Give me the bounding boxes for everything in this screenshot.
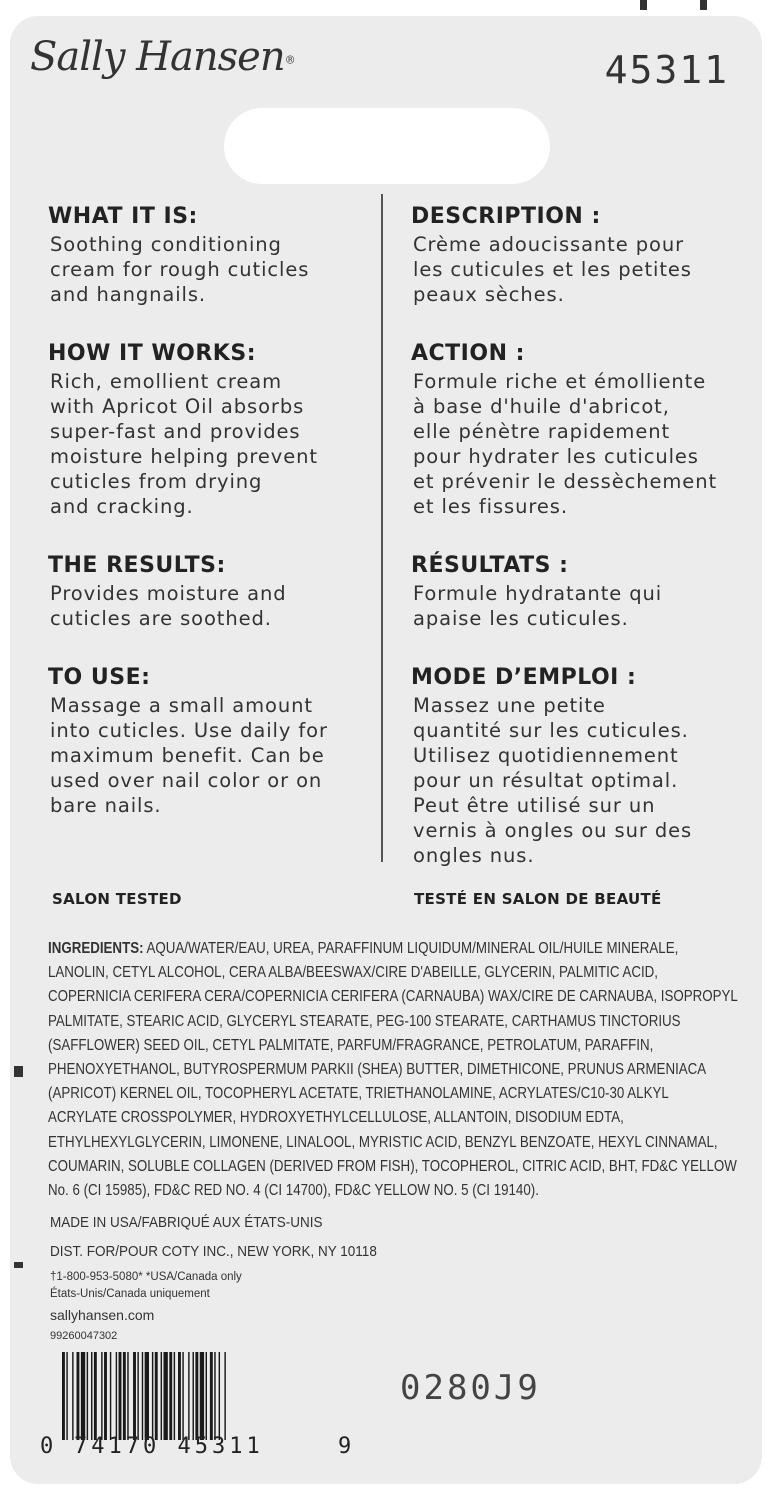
barcode-bar bbox=[127, 1352, 128, 1440]
barcode-bar bbox=[188, 1352, 189, 1440]
section-body: Formule riche et émolliente à base d'huile d'abricot, elle pénètre rapidement pour hydrater les cuticules et prévenir le dessèchement et les fissures. bbox=[413, 370, 718, 518]
section-heading: ACTION : bbox=[411, 341, 525, 366]
section-heading: RÉSULTATS : bbox=[411, 553, 569, 578]
barcode-bar bbox=[116, 1352, 117, 1440]
section-action bbox=[411, 341, 756, 519]
lot-code: 0280J9 bbox=[400, 1368, 541, 1408]
section-resultats bbox=[411, 553, 756, 631]
card-notch-left bbox=[640, 0, 647, 10]
barcode-bar bbox=[142, 1352, 143, 1440]
section-mode-emploi bbox=[411, 665, 756, 868]
barcode-bar bbox=[174, 1352, 175, 1440]
barcode-bar bbox=[206, 1352, 207, 1440]
barcode-bar bbox=[101, 1352, 102, 1440]
english-column bbox=[48, 204, 368, 842]
item-number: 99260047302 bbox=[50, 1330, 118, 1342]
barcode-bar bbox=[91, 1352, 92, 1440]
section-to-use bbox=[48, 665, 368, 818]
brand-logo: Sally Hansen® bbox=[30, 34, 295, 80]
barcode-bar bbox=[161, 1352, 162, 1440]
barcode-bar bbox=[195, 1352, 198, 1440]
section-body: Provides moisture and cuticles are soothed. bbox=[50, 582, 287, 630]
section-body: Crème adoucissante pour les cuticules et les petites peaux sèches. bbox=[413, 233, 692, 306]
section-body: Massage a small amount into cuticles. Use daily for maximum benefit. Can be used over nail color or on bare nails. bbox=[50, 694, 328, 817]
barcode-bar bbox=[94, 1352, 97, 1440]
barcode-bar bbox=[219, 1352, 220, 1440]
barcode-bar bbox=[182, 1352, 183, 1440]
barcode-bar bbox=[72, 1352, 73, 1440]
section-heading: MODE D’EMPLOI : bbox=[411, 665, 637, 690]
barcode-bar bbox=[214, 1352, 215, 1440]
salon-tested-fr: TESTÉ EN SALON DE BEAUTÉ bbox=[414, 890, 662, 908]
upc-barcode bbox=[62, 1352, 326, 1440]
barcode-bar bbox=[200, 1352, 204, 1440]
barcode-bar bbox=[137, 1352, 138, 1440]
barcode-bar bbox=[87, 1352, 88, 1440]
ingredients-label: INGREDIENTS: bbox=[48, 940, 144, 957]
barcode-bar bbox=[77, 1352, 80, 1440]
barcode-bar bbox=[155, 1352, 158, 1440]
section-heading: WHAT IT IS: bbox=[48, 204, 198, 229]
phone-text-fr: États-Unis/Canada uniquement bbox=[50, 1288, 210, 1300]
barcode-digits: 74170 45311 bbox=[74, 1434, 264, 1459]
barcode-bar bbox=[104, 1352, 107, 1440]
section-body: Formule hydratante qui apaise les cuticules. bbox=[413, 582, 663, 630]
hang-hole bbox=[224, 108, 550, 184]
product-code: 45311 bbox=[604, 48, 729, 92]
section-how-it-works bbox=[48, 341, 368, 519]
section-body: Massez une petite quantité sur les cuticules. Utilisez quotidiennement pour un résultat optimal. Peut être utilisé sur un vernis à ongles ou sur des ongles nus. bbox=[413, 694, 693, 867]
section-description bbox=[411, 204, 756, 307]
barcode-bar bbox=[164, 1352, 168, 1440]
distributor-text: DIST. FOR/POUR COTY INC., NEW YORK, NY 10118 bbox=[50, 1243, 377, 1260]
barcode-bar bbox=[178, 1352, 181, 1440]
section-the-results bbox=[48, 553, 368, 631]
column-divider bbox=[381, 194, 383, 862]
website-text: sallyhansen.com bbox=[50, 1307, 155, 1323]
barcode-bar bbox=[193, 1352, 194, 1440]
barcode-bar bbox=[119, 1352, 122, 1440]
section-heading: TO USE: bbox=[48, 665, 151, 690]
barcode-bar bbox=[110, 1352, 111, 1440]
section-body: Rich, emollient cream with Apricot Oil absorbs super-fast and provides moisture helping prevent cuticles from drying and cracking. bbox=[50, 370, 318, 518]
registration-mark bbox=[14, 1066, 23, 1077]
section-body: Soothing conditioning cream for rough cuticles and hangnails. bbox=[50, 233, 310, 306]
barcode-bar bbox=[123, 1352, 126, 1440]
french-column bbox=[411, 204, 756, 892]
section-heading: DESCRIPTION : bbox=[411, 204, 601, 229]
section-heading: THE RESULTS: bbox=[48, 553, 226, 578]
made-in-text: MADE IN USA/FABRIQUÉ AUX ÉTATS-UNIS bbox=[50, 1214, 323, 1231]
barcode-bar bbox=[81, 1352, 85, 1440]
ingredients-list: INGREDIENTS: AQUA/WATER/EAU, UREA, PARAFFINUM LIQUIDUM/MINERAL OIL/HUILE MINERALE, LANOLIN, CETYL ALCOHOL, CERA ALBA/BEESWAX/CIRE D'ABEILLE, GLYCERIN, PALMITIC ACID, COPERNICIA CERIFERA CERA/COPERNICIA CERIFERA (CARNAUBA) WAX/CIRE DE CARNAUBA, ISOPROPYL PALMITATE, STEARIC ACID, GLYCERYL STEARATE, PEG-100 STEARATE, CARTHAMUS TINCTORIUS (SAFFLOWER) SEED OIL, CETYL PALMITATE, PARFUM/FRAGRANCE, PETROLATUM, PARAFFIN, PHENOXYETHANOL, BUTYROSPERMUM PARKII (SHEA) BUTTER, DIMETHICONE, PRUNUS ARMENIACA (APRICOT) KERNEL OIL, TOCOPHERYL ACETATE, TRIETHANOLAMINE, ACRYLATES/C10-30 ALKYL ACRYLATE CROSSPOLYMER, HYDROXYETHYLCELLULOSE, ALLANTOIN, DISODIUM EDTA, ETHYLHEXYLGLYCERIN, LIMONENE, LINALOOL, MYRISTIC ACID, BENZYL BENZOATE, HEXYL CINNAMAL, COUMARIN, SOLUBLE COLLAGEN (DERIVED FROM FISH), TOCOPHEROL, CITRIC ACID, BHT, FD&C YELLOW No. 6 (CI 15985), FD&C RED NO. 4 (CI 14700), FD&C YELLOW NO. 5 (CI 19140). bbox=[48, 940, 738, 1200]
barcode-bar bbox=[66, 1352, 67, 1440]
phone-text: †1-800-953-5080* *USA/Canada only bbox=[50, 1271, 242, 1283]
barcode-bar bbox=[224, 1352, 225, 1440]
barcode-left-digit: 0 bbox=[40, 1434, 54, 1459]
barcode-right-digit: 9 bbox=[338, 1434, 352, 1459]
salon-tested-en: SALON TESTED bbox=[52, 890, 182, 908]
barcode-bar bbox=[152, 1352, 153, 1440]
barcode-bar bbox=[62, 1352, 65, 1440]
barcode-bar bbox=[210, 1352, 213, 1440]
card-notch-right bbox=[700, 0, 707, 10]
barcode-bar bbox=[133, 1352, 136, 1440]
registration-mark bbox=[14, 1262, 23, 1268]
barcode-bar bbox=[145, 1352, 149, 1440]
section-heading: HOW IT WORKS: bbox=[48, 341, 256, 366]
barcode-bar bbox=[169, 1352, 172, 1440]
section-what-it-is bbox=[48, 204, 368, 307]
